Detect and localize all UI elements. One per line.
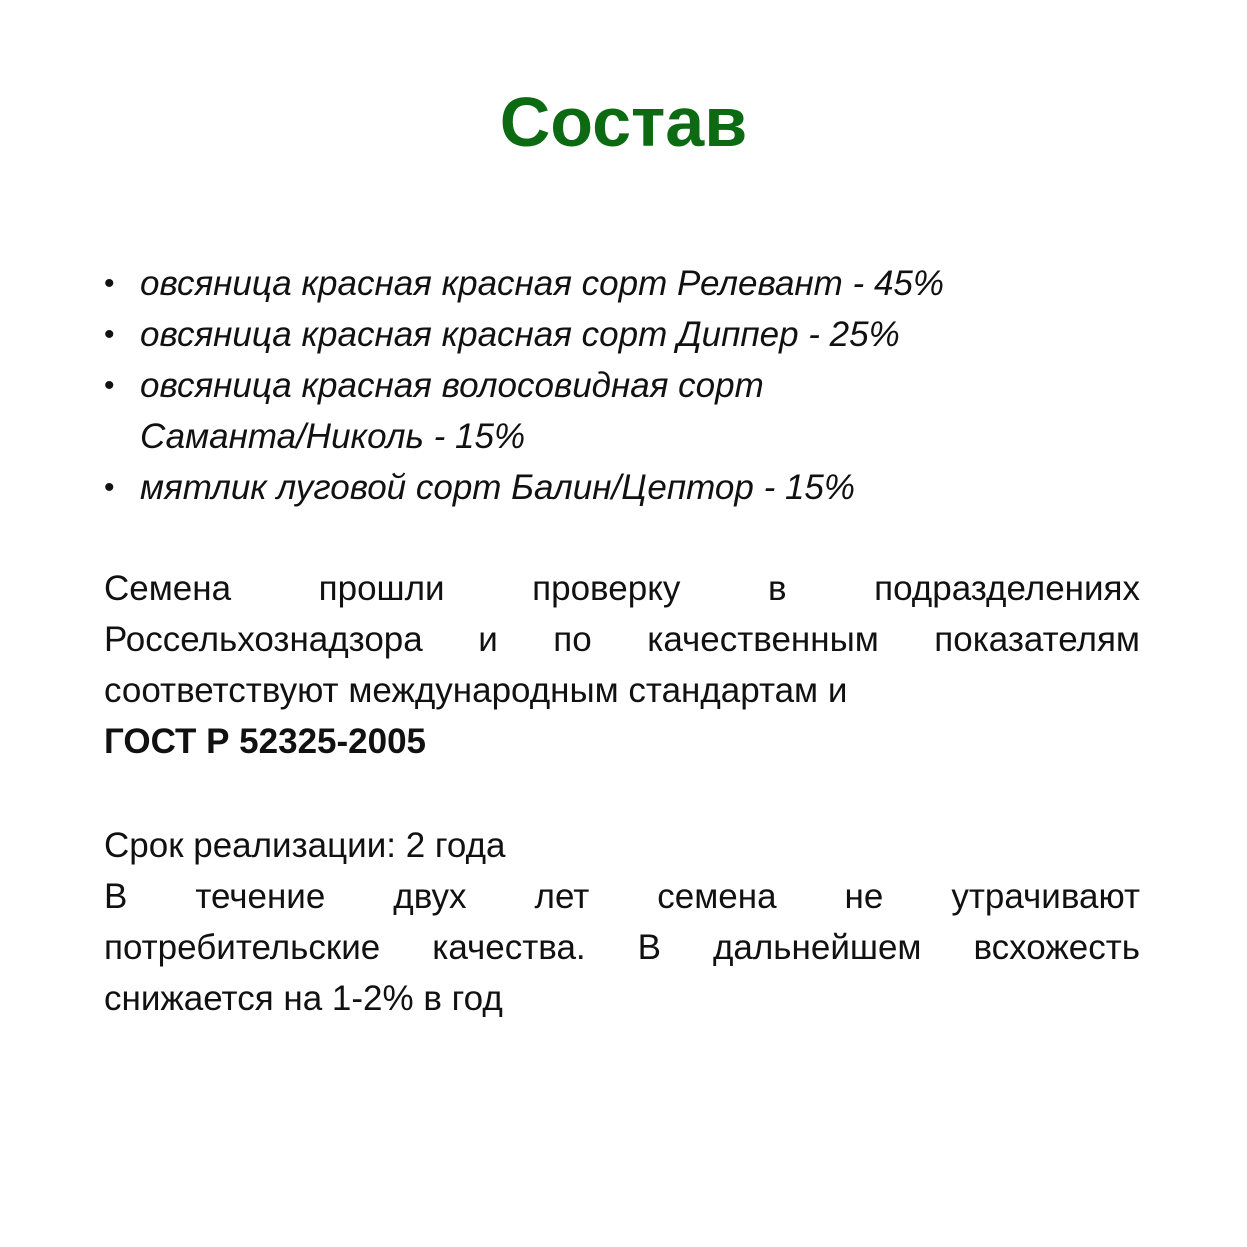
certification-line-3: соответствуют международным стандартам и xyxy=(104,671,848,710)
certification-paragraph xyxy=(104,563,1140,767)
shelf-life-line-2: потребительские качества. В дальнейшем всхожесть xyxy=(104,928,1140,967)
certification-line-2: Россельхознадзора и по качественным показателям xyxy=(104,620,1140,659)
bullet-icon: • xyxy=(104,267,115,300)
bullet-icon: • xyxy=(104,318,115,351)
shelf-life-paragraph xyxy=(104,820,1140,1024)
shelf-life-line-1: В течение двух лет семена не утрачивают xyxy=(104,877,1140,916)
certification-line-1: Семена прошли проверку в подразделениях xyxy=(104,569,1140,608)
page-title: Состав xyxy=(499,83,748,161)
list-item xyxy=(104,309,1144,360)
list-item xyxy=(104,360,1144,462)
standard-label: ГОСТ Р 52325-2005 xyxy=(104,722,427,761)
shelf-life-heading: Срок реализации: 2 года xyxy=(104,826,506,865)
composition-item-3: овсяница красная волосовидная сорт Саманта/Николь - 15% xyxy=(140,366,764,456)
composition-list xyxy=(104,258,1144,513)
composition-item-4: мятлик луговой сорт Балин/Цептор - 15% xyxy=(140,468,856,507)
list-item xyxy=(104,462,1144,513)
shelf-life-line-3: снижается на 1-2% в год xyxy=(104,979,503,1018)
composition-item-2: овсяница красная красная сорт Диппер - 25% xyxy=(140,315,900,354)
bullet-icon: • xyxy=(104,471,115,504)
bullet-icon: • xyxy=(104,369,115,402)
list-item xyxy=(104,258,1144,309)
composition-item-1: овсяница красная красная сорт Релевант - 45% xyxy=(140,264,944,303)
